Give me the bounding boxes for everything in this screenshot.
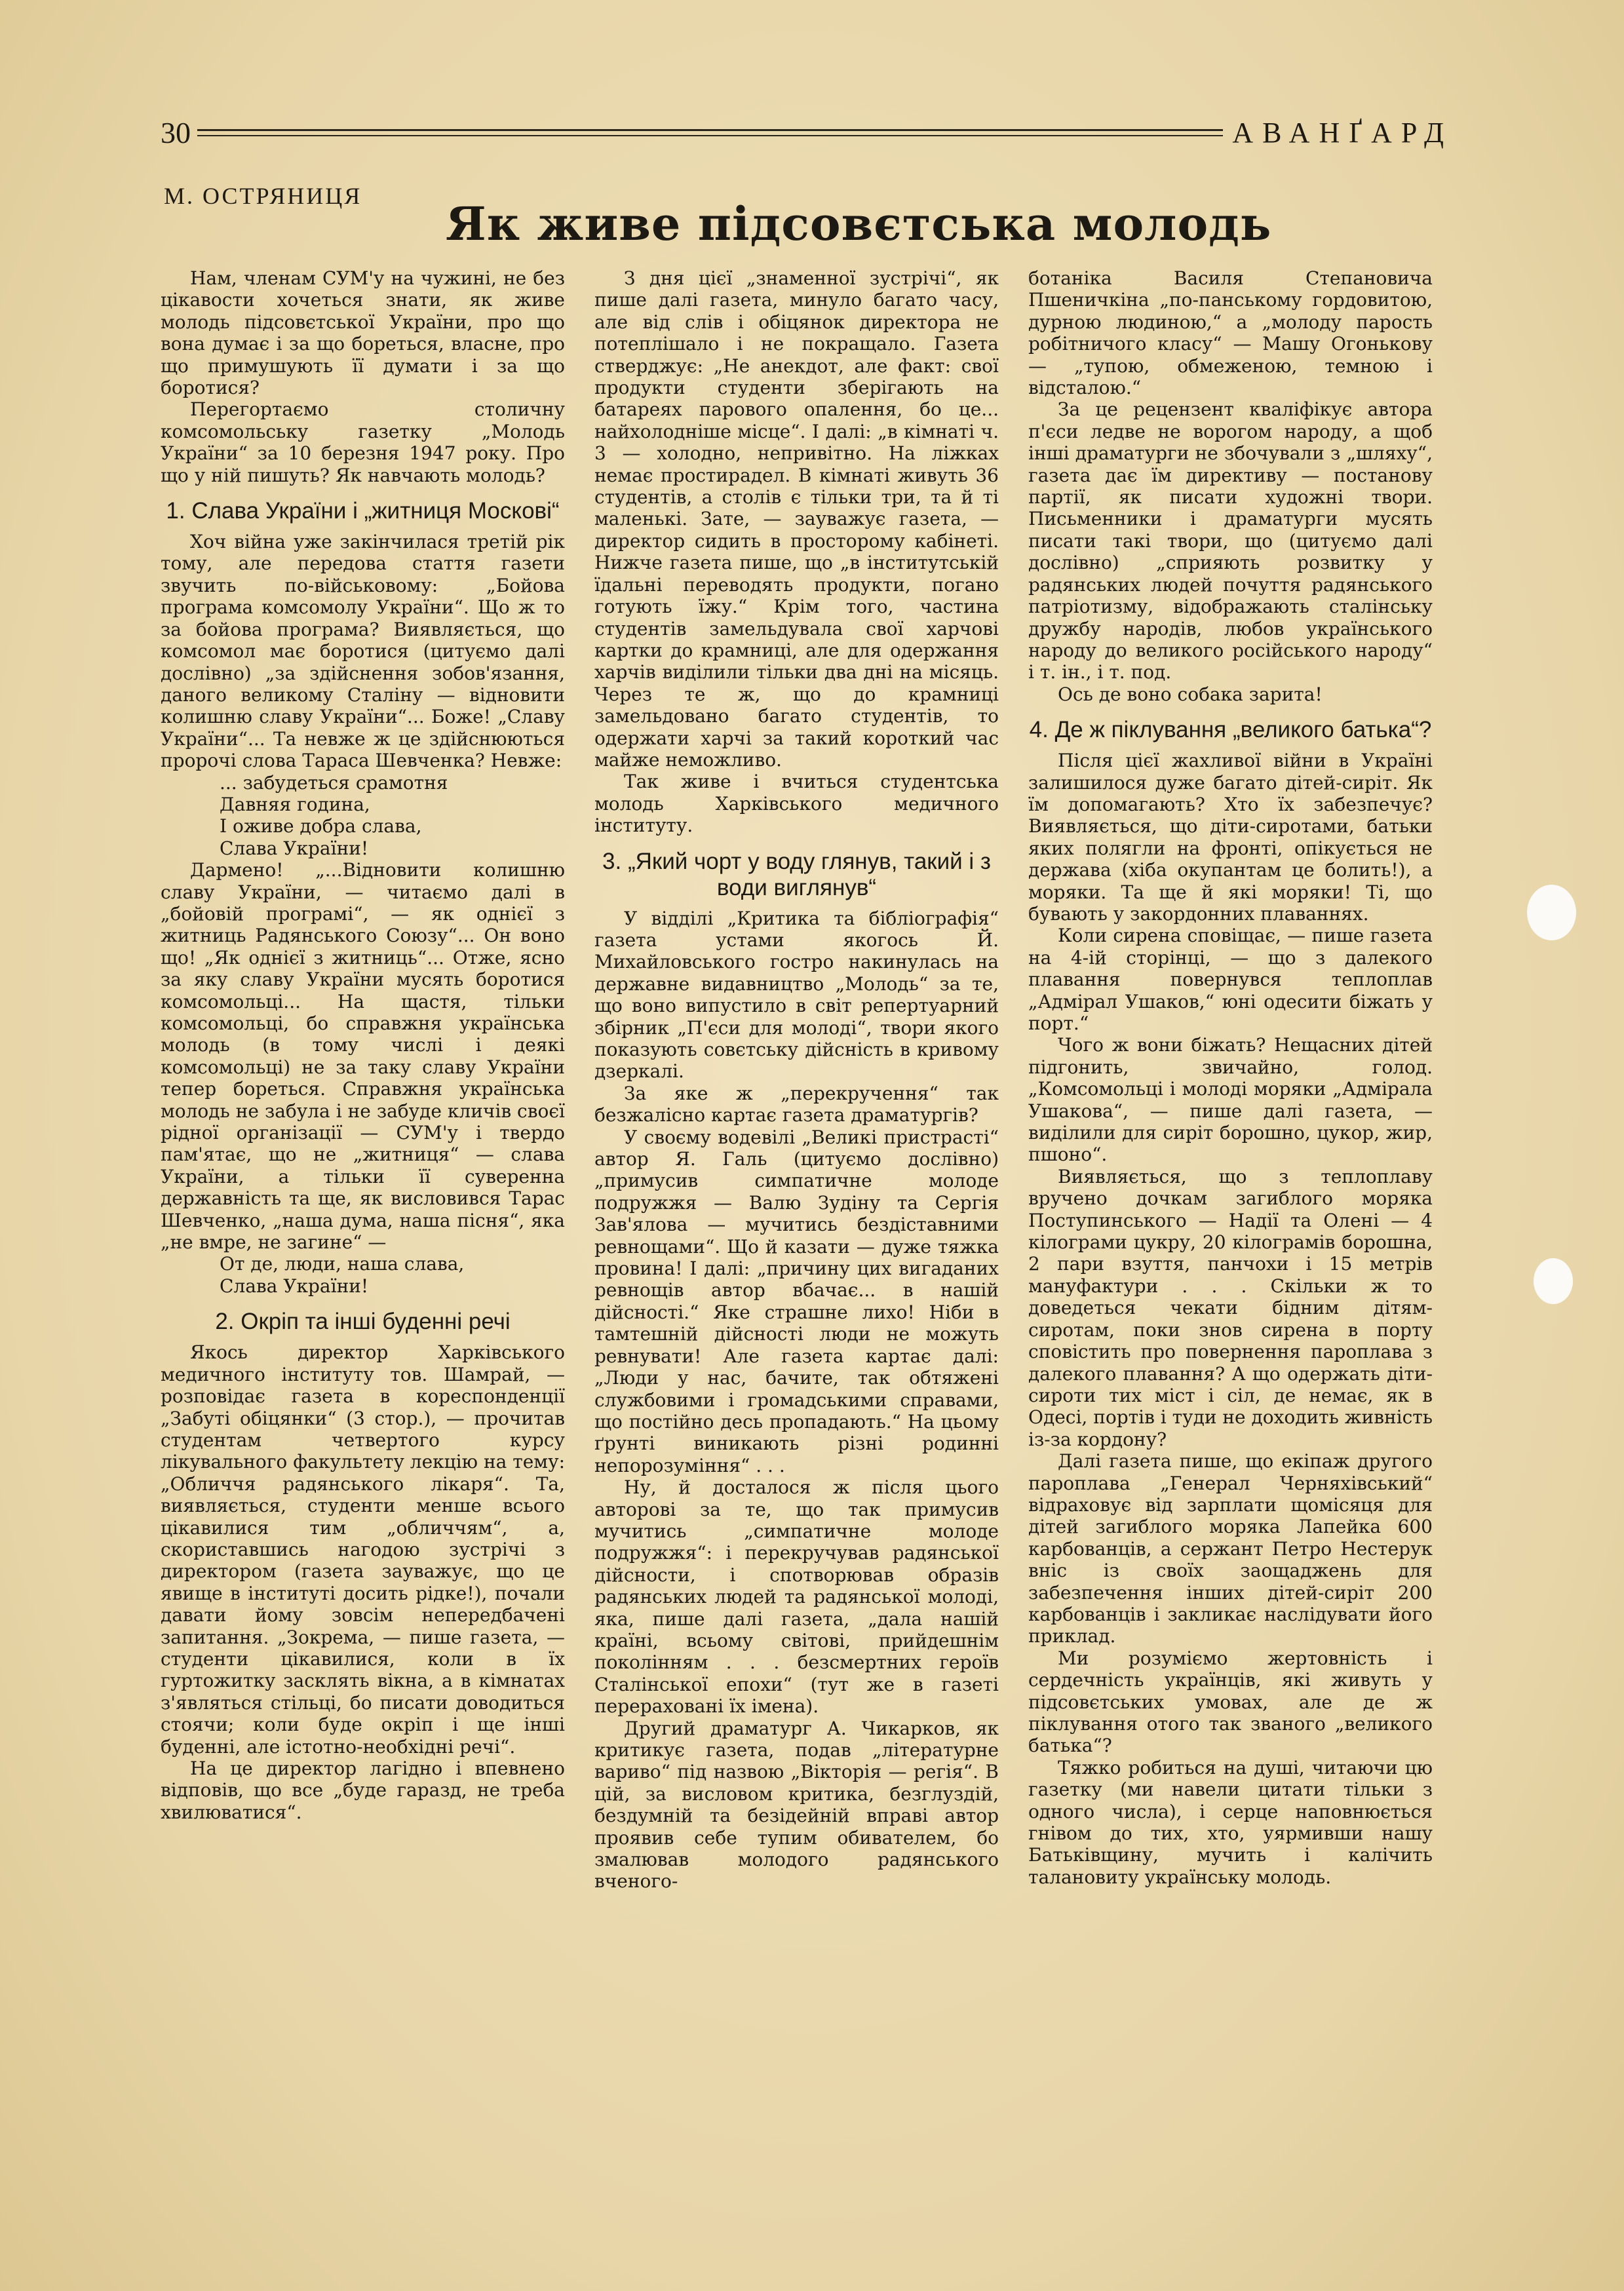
paper-hole <box>1534 1258 1573 1304</box>
paragraph: За це рецензент кваліфікує автора п'єси ледве не ворогом народу, а щоб інші драматурги не збочували з „шляху“, газета дає їм директиву — постанову партії, як писати художні твори. Письменники і драматурги мусять писати такі твори, що (цитуємо далі дослівно) „сприяють розвитку у радянських людей почуття радянського патріотизму, відображають сталінську дружбу народів, любов українського народу до великого російського народу“ і т. ін., і т. под. <box>1028 398 1433 683</box>
page-number: 30 <box>161 115 191 149</box>
paragraph: З дня цієї „знаменної зустрічі“, як пише далі газета, минуло багато часу, але від слів і обіцянок директора не потеплішало і не покращало. Газета стверджує: „Не анекдот, але факт: свої продукти студенти зберігають на батареях парового опалення, бо це... найхолодніше місце“. І далі: „в кімнаті ч. 3 — холодно, непривітно. На ліжках немає простирадел. В кімнаті живуть 36 студентів, а столів є тільки три, та й ті маленькі. Зате, — зауважує газета, — директор сидить в просторому кабінеті. Нижче газета пише, що „в інститутській їдальні переводять продукти, погано готують їжу.“ Крім того, частина студентів замельдувала свої харчові картки до крамниці, але для одержання харчів виділили тільки два дні на місяць. Через те ж, що до крамниці замельдовано багато студентів, то одержати харчі за такий короткий час майже неможливо. <box>594 267 999 771</box>
paragraph: У своєму водевілі „Великі пристрасті“ автор Я. Галь (цитуємо дослівно) „примусив симпатичне молоде подружжя — Валю Зудіну та Сергія Зав'ялова — мучитись бездіставними ревнощами“. Що й казати — дуже тяжка провина! І далі: „причину цих вигаданих ревнощів автор вбачає... в нашій дійсності.“ Яке страшне лихо! Ніби в тамтешній дійсності люди не можуть ревнувати! Але газета картає далі: „Люди у нас, бачите, так обтяжені службовими і громадськими справами, що постійно десь пропадають.“ На цьому ґрунті виникають різні родинні непорозуміння“ . . . <box>594 1126 999 1476</box>
page-header <box>161 113 1453 152</box>
paragraph: Коли сирена сповіщає, — пише газета на 4-ій сторінці, — що з далекого плавання повернувся теплоплав „Адмірал Ушаков,“ юні одесити біжать у порт.“ <box>1028 925 1433 1034</box>
poem-line: От де, люди, наша слава, <box>220 1253 465 1275</box>
paragraph: Дармено! „...Відновити колишню славу України, — читаємо далі в „бойовій програмі“, — як однієї з житниць Радянського Союзу“... Он воно що! „Як однієї з житниць“... Отже, ясно за яку славу України мусять боротися комсомольці... На щастя, тільки комсомольці, бо справжня українська молодь (в тому числі і деякі комсомольці) не за таку славу України тепер бореться. Справжня українська молодь не забула і не забуде кличів своєї рідної організації — СУМ'у і твердо пам'ятає, що не „житниця“ — слава України, а тільки її суверенна державність та ще, як висловився Тарас Шевченко, „наша дума, наша пісня“, яка „не вмре, не загине“ — <box>161 859 565 1254</box>
article-title: Як живе підсовєтська молодь <box>446 197 1272 251</box>
paragraph: На це директор лагідно і впевнено відповів, що все „буде гаразд, не треба хвилюватися“. <box>161 1758 565 1823</box>
article-author: М. ОСТРЯНИЦЯ <box>164 183 362 209</box>
paper-hole <box>1527 885 1576 940</box>
paragraph: Нам, членам СУМ'у на чужині, не без цікавости хочеться знати, як живе молодь підсовєтської України, про що вона думає і за що бореться, власне, про що примушують її думати і за що боротися? <box>161 267 565 399</box>
poem-line: ... забудеться срамотня <box>220 771 448 794</box>
section-heading: 1. Слава України і „житниця Москові“ <box>166 498 560 524</box>
paragraph: Якось директор Харківського медичного інституту тов. Шамрай, — розповідає газета в кореспонденції „Забуті обіцянки“ (3 стор.), — прочитав студентам четвертого курсу лікувального факультету лекцію на тему: „Обличчя радянського лікаря“. Та, виявляється, студенти менше всього цікавилися тим „обличчям“, а, скориставшись нагодою зустрічі з директором (газета зауважує, що це явище в інституті досить рідке!), почали давати йому зовсім непередбачені запитання. „Зокрема, — пише газета, — студенти цікавилися, коли в їх гуртожитку засклять вікна, а в кімнатах з'являться стільці, бо писати доводиться стоячи; коли буде окріп і ще інші буденні, але істотно-необхідні речі“. <box>161 1341 565 1758</box>
poem-line: І оживе добра слава, <box>220 815 422 837</box>
paragraph: Ми розуміємо жертовність і сердечність українців, які живуть у підсовєтських умовах, але де ж піклування отого так званого „великого батька“? <box>1028 1647 1433 1757</box>
paragraph: За яке ж „перекручення“ так безжалісно картає газета драматургів? <box>594 1082 999 1126</box>
section-heading: 4. Де ж піклування „великого батька“? <box>1029 717 1432 743</box>
paragraph: Тяжко робиться на душі, читаючи цю газетку (ми навели цитати тільки з одного числа), і серце наповнюється гнівом до тих, хто, уярмивши нашу Батьківщину, мучить і калічить талановиту українську молодь. <box>1028 1756 1433 1888</box>
poem-line: Слава України! <box>220 1275 369 1297</box>
paragraph: Після цієї жахливої війни в Україні залишилося дуже багато дітей-сиріт. Як їм допомагають? Хто їх забезпечує? Виявляється, що діти-сиротами, батьки яких полягли на фронті, опікується не держава (хіба окупантам це болить!), а моряки. Та ще й які моряки! Ті, що бувають у закордонних плаваннях. <box>1028 750 1433 925</box>
article-body <box>161 267 1455 2155</box>
poem-line: Давняя година, <box>220 793 370 815</box>
paragraph: Так живе і вчиться студентська молодь Харківського медичного інституту. <box>594 771 999 837</box>
paragraph: Виявляється, що з теплоплаву вручено дочкам загиблого моряка Поступинського — Надії та Олені — 4 кілограми цукру, 20 кілограмів борошна, 2 пари взуття, панчохи і 15 метрів мануфактури . . . Скільки ж то доведеться чекати бідним дітям-сиротам, поки знов сирена в порту сповістить про повернення пароплава з далекого плавання? А що одержать діти-сироти тих міст і сіл, де немає, як в Одесі, портів і туди не доходить живність із-за кордону? <box>1028 1165 1433 1450</box>
section-heading: 3. „Який чорт у воду глянув, такий і з води виглянув“ <box>602 848 991 900</box>
paragraph: Другий драматург А. Чикарков, як критикує газета, подав „літературне вариво“ під назвою „Вікторія — регія“. В цій, за висловом критика, безглуздій, бездумній та безідейній вправі автор проявив себе тупим обивателем, бо змалював молодого радянського вченого- <box>594 1717 999 1893</box>
section-heading: 2. Окріп та інші буденні речі <box>215 1309 511 1335</box>
magazine-title: АВАНҐАРД <box>1232 116 1453 149</box>
paragraph: Чого ж вони біжать? Нещасних дітей підгонить, звичайно, голод. „Комсомольці і молоді моряки „Адмірала Ушакова“, — пише далі газета, — виділили для сиріт борошно, цукор, жир, пшоно“. <box>1028 1034 1433 1166</box>
paragraph: ботаніка Василя Степановича Пшеничкіна „по-панському гордовитою, дурною людиною,“ а „молоду парость робітничого класу“ — Машу Огонькову — „тупою, обмеженою, темною і відсталою.“ <box>1028 267 1433 399</box>
paragraph: Хоч війна уже закінчилася третій рік тому, але передова стаття газети звучить по-військовому: „Бойова програма комсомолу України“. Що ж то за бойова програма? Виявляється, що комсомол має боротися (цитуємо далі дослівно) „за здійснення зобов'язання, даного великому Сталіну — відновити колишню славу України“... Боже! „Славу України“... Та невже ж це здійснюються пророчі слова Тараса Шевченка? Невже: <box>161 531 565 772</box>
column-2 <box>594 267 999 2155</box>
paragraph: Ось де воно собака зарита! <box>1058 683 1323 705</box>
paragraph: Далі газета пише, що екіпаж другого пароплава „Генерал Черняхівський“ відраховує від зарплати щомісяця для дітей загиблого моряка Лапейка 600 карбованців, а сержант Петро Нестерук вніс із своїх заощаджень для забезпечення інших дітей-сиріт 200 карбованців і закликає наслідувати його приклад. <box>1028 1450 1433 1647</box>
column-1 <box>161 267 565 2155</box>
header-rule <box>197 129 1223 136</box>
paragraph: У відділі „Критика та бібліографія“ газета устами якогось Й. Михайловського гостро накинулась на державне видавництво „Молодь“ за те, що воно випустило в світ репертуарний збірник „П'єси для молоді“, твори якого показують совєтську дійсність в кривому дзеркалі. <box>594 907 999 1083</box>
poem-line: Слава України! <box>220 837 369 859</box>
column-3 <box>1028 267 1433 2155</box>
paragraph: Ну, й досталося ж після цього авторові за те, що так примусив мучитись „симпатичне молоде подружжя“: і перекручував радянської дійсности, і спотворював образів радянських людей та радянської молоді, яка, пише далі газета, „дала нашій країні, всьому світові, прийдешнім поколінням . . . безсмертних героїв Сталінської епохи“ (тут же в газеті перераховані їх імена). <box>594 1476 999 1718</box>
paragraph: Перегортаємо столичну комсомольську газетку „Молодь України“ за 10 березня 1947 року. Про що у ній пишуть? Як навчають молодь? <box>161 398 565 486</box>
